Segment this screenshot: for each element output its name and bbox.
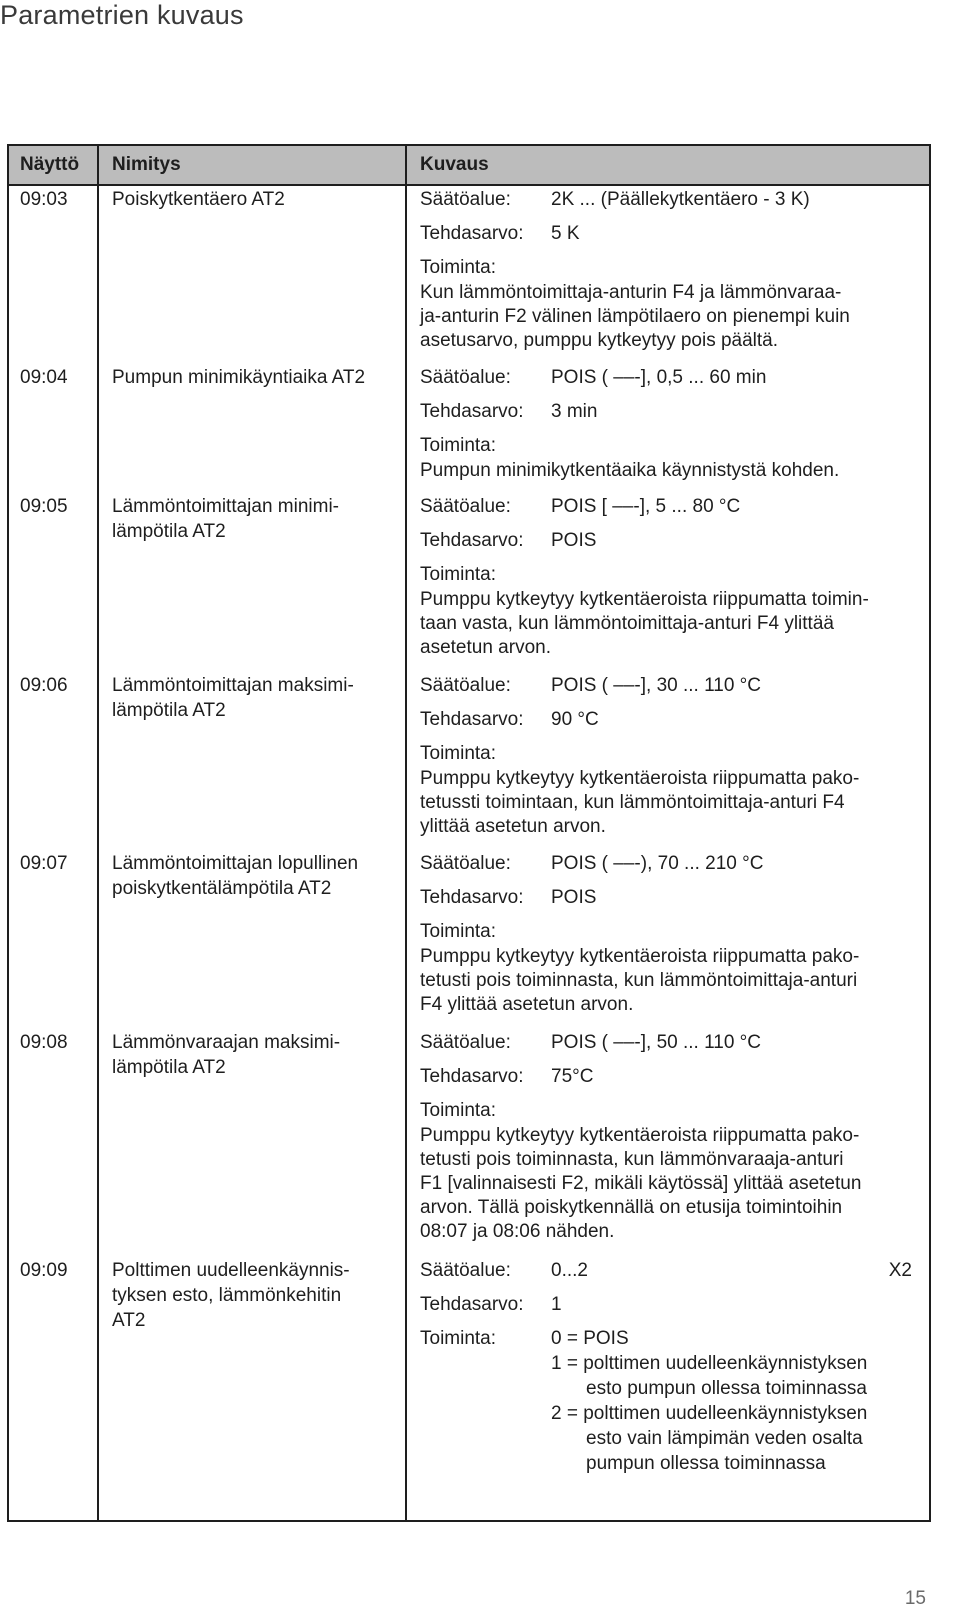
function-line: ylittää asetetun arvon. [420, 816, 606, 837]
page-number: 15 [904, 1588, 926, 1609]
table-header [9, 146, 929, 186]
parameter-name-line: Poiskytkentäero AT2 [112, 189, 285, 210]
default-value: 90 °C [551, 709, 599, 730]
parameter-code: 09:03 [20, 189, 68, 210]
range-label: Säätöalue: [420, 367, 511, 388]
parameter-name-line: Lämmöntoimittajan lopullinen [112, 853, 359, 874]
function-line: Pumppu kytkeytyy kytkentäeroista riippumatta pako- [420, 946, 860, 967]
option-line: 1 = polttimen uudelleenkäynnistyksen [551, 1353, 868, 1374]
function-line: arvon. Tällä poiskytkennällä on etusija toimintoihin [420, 1197, 843, 1218]
function-line: asetetun arvon. [420, 637, 551, 658]
parameter-description [420, 673, 920, 838]
default-label: Tehdasarvo: [420, 1294, 524, 1315]
parameter-name-line: lämpötila AT2 [112, 521, 226, 542]
function-text [420, 280, 920, 352]
parameter-name [112, 187, 397, 212]
function-label: Toiminta: [420, 743, 497, 764]
default-value: 75°C [551, 1066, 594, 1087]
default-label: Tehdasarvo: [420, 223, 524, 244]
range-label: Säätöalue: [420, 496, 511, 517]
default-value: POIS [551, 887, 597, 908]
function-line: Pumpun minimikytkentäaika käynnistystä kohden. [420, 460, 840, 481]
option-line: esto vain lämpimän veden osalta [586, 1428, 863, 1449]
function-line: Pumppu kytkeytyy kytkentäeroista riippumatta toimin- [420, 589, 869, 610]
option-line: esto pumpun ollessa toiminnassa [586, 1378, 867, 1399]
function-label: Toiminta: [420, 1100, 497, 1121]
header-name: Nimitys [112, 154, 181, 175]
parameter-description [420, 1258, 920, 1476]
function-line: asetusarvo, pumppu kytkeytyy pois päältä. [420, 330, 779, 351]
parameter-name-line: lämpötila AT2 [112, 700, 226, 721]
function-text [420, 1123, 920, 1243]
parameter-name [112, 1030, 397, 1080]
range-value: POIS ( ––-], 50 ... 110 °C [551, 1032, 762, 1053]
parameter-name-line: tyksen esto, lämmönkehitin [112, 1285, 342, 1306]
range-tag: X2 [888, 1260, 912, 1281]
default-label: Tehdasarvo: [420, 709, 524, 730]
header-description: Kuvaus [420, 154, 489, 175]
parameter-code: 09:07 [20, 853, 68, 874]
option-line: pumpun ollessa toiminnassa [586, 1453, 826, 1474]
parameter-name-line: AT2 [112, 1310, 146, 1331]
parameter-name-line: poiskytkentälämpötila AT2 [112, 878, 332, 899]
default-value: POIS [551, 530, 597, 551]
range-value: POIS ( ––-], 30 ... 110 °C [551, 675, 762, 696]
function-line: Pumppu kytkeytyy kytkentäeroista riippumatta pako- [420, 768, 860, 789]
option-line: 2 = polttimen uudelleenkäynnistyksen [551, 1403, 868, 1424]
parameter-name-line: Polttimen uudelleenkäynnis- [112, 1260, 350, 1281]
range-value: 0...2 [551, 1260, 588, 1281]
parameter-name [112, 1258, 397, 1333]
function-label: Toiminta: [420, 564, 497, 585]
parameter-code: 09:05 [20, 496, 68, 517]
parameter-description [420, 187, 920, 352]
function-label: Toiminta: [420, 921, 497, 942]
parameter-description [420, 365, 920, 482]
range-value: POIS [ ––-], 5 ... 80 °C [551, 496, 741, 517]
function-text [420, 766, 920, 838]
function-label: Toiminta: [420, 257, 497, 278]
range-label: Säätöalue: [420, 853, 511, 874]
function-line: ja-anturin F2 välinen lämpötilaero on pienempi kuin [420, 306, 850, 327]
default-label: Tehdasarvo: [420, 887, 524, 908]
function-line: F1 [valinnaisesti F2, mikäli käytössä] ylittää asetetun [420, 1173, 862, 1194]
default-label: Tehdasarvo: [420, 1066, 524, 1087]
parameter-name [112, 494, 397, 544]
function-line: taan vasta, kun lämmöntoimittaja-anturi F4 ylittää [420, 613, 834, 634]
range-label: Säätöalue: [420, 1260, 511, 1281]
default-label: Tehdasarvo: [420, 401, 524, 422]
default-label: Tehdasarvo: [420, 530, 524, 551]
parameter-description [420, 1030, 920, 1243]
range-value: POIS ( ––-), 70 ... 210 °C [551, 853, 764, 874]
function-line: tetusti pois toiminnasta, kun lämmönvaraaja-anturi [420, 1149, 844, 1170]
default-value: 5 K [551, 223, 580, 244]
parameter-name-line: Lämmöntoimittajan minimi- [112, 496, 340, 517]
function-label: Toiminta: [420, 1328, 497, 1349]
parameter-table [7, 144, 931, 1522]
range-label: Säätöalue: [420, 189, 511, 210]
function-line: F4 ylittää asetetun arvon. [420, 994, 634, 1015]
option-line: 0 = POIS [551, 1328, 629, 1349]
parameter-name [112, 365, 397, 390]
range-value: POIS ( ––-], 0,5 ... 60 min [551, 367, 767, 388]
default-value: 3 min [551, 401, 598, 422]
parameter-code: 09:09 [20, 1260, 68, 1281]
parameter-name [112, 673, 397, 723]
page-title: Parametrien kuvaus [0, 0, 244, 30]
parameter-name-line: Lämmöntoimittajan maksimi- [112, 675, 354, 696]
function-text [420, 587, 920, 659]
column-divider [97, 146, 99, 1520]
function-line: Kun lämmöntoimittaja-anturin F4 ja lämmönvaraa- [420, 282, 842, 303]
function-label: Toiminta: [420, 435, 497, 456]
function-line: tetusti pois toiminnasta, kun lämmöntoimittaja-anturi [420, 970, 858, 991]
parameter-name [112, 851, 397, 901]
function-line: tetussti toimintaan, kun lämmöntoimittaja-anturi F4 [420, 792, 845, 813]
parameter-name-line: Lämmönvaraajan maksimi- [112, 1032, 341, 1053]
parameter-code: 09:06 [20, 675, 68, 696]
function-text [420, 944, 920, 1016]
function-line: 08:07 ja 08:06 nähden. [420, 1221, 615, 1242]
range-value: 2K ... (Päällekytkentäero - 3 K) [551, 189, 810, 210]
function-text [420, 458, 920, 482]
parameter-code: 09:08 [20, 1032, 68, 1053]
range-label: Säätöalue: [420, 675, 511, 696]
header-display: Näyttö [20, 154, 80, 175]
range-label: Säätöalue: [420, 1032, 511, 1053]
parameter-name-line: lämpötila AT2 [112, 1057, 226, 1078]
default-value: 1 [551, 1294, 562, 1315]
column-divider [405, 146, 407, 1520]
parameter-description [420, 494, 920, 659]
parameter-name-line: Pumpun minimikäyntiaika AT2 [112, 367, 366, 388]
parameter-code: 09:04 [20, 367, 68, 388]
parameter-description [420, 851, 920, 1016]
function-line: Pumppu kytkeytyy kytkentäeroista riippumatta pako- [420, 1125, 860, 1146]
